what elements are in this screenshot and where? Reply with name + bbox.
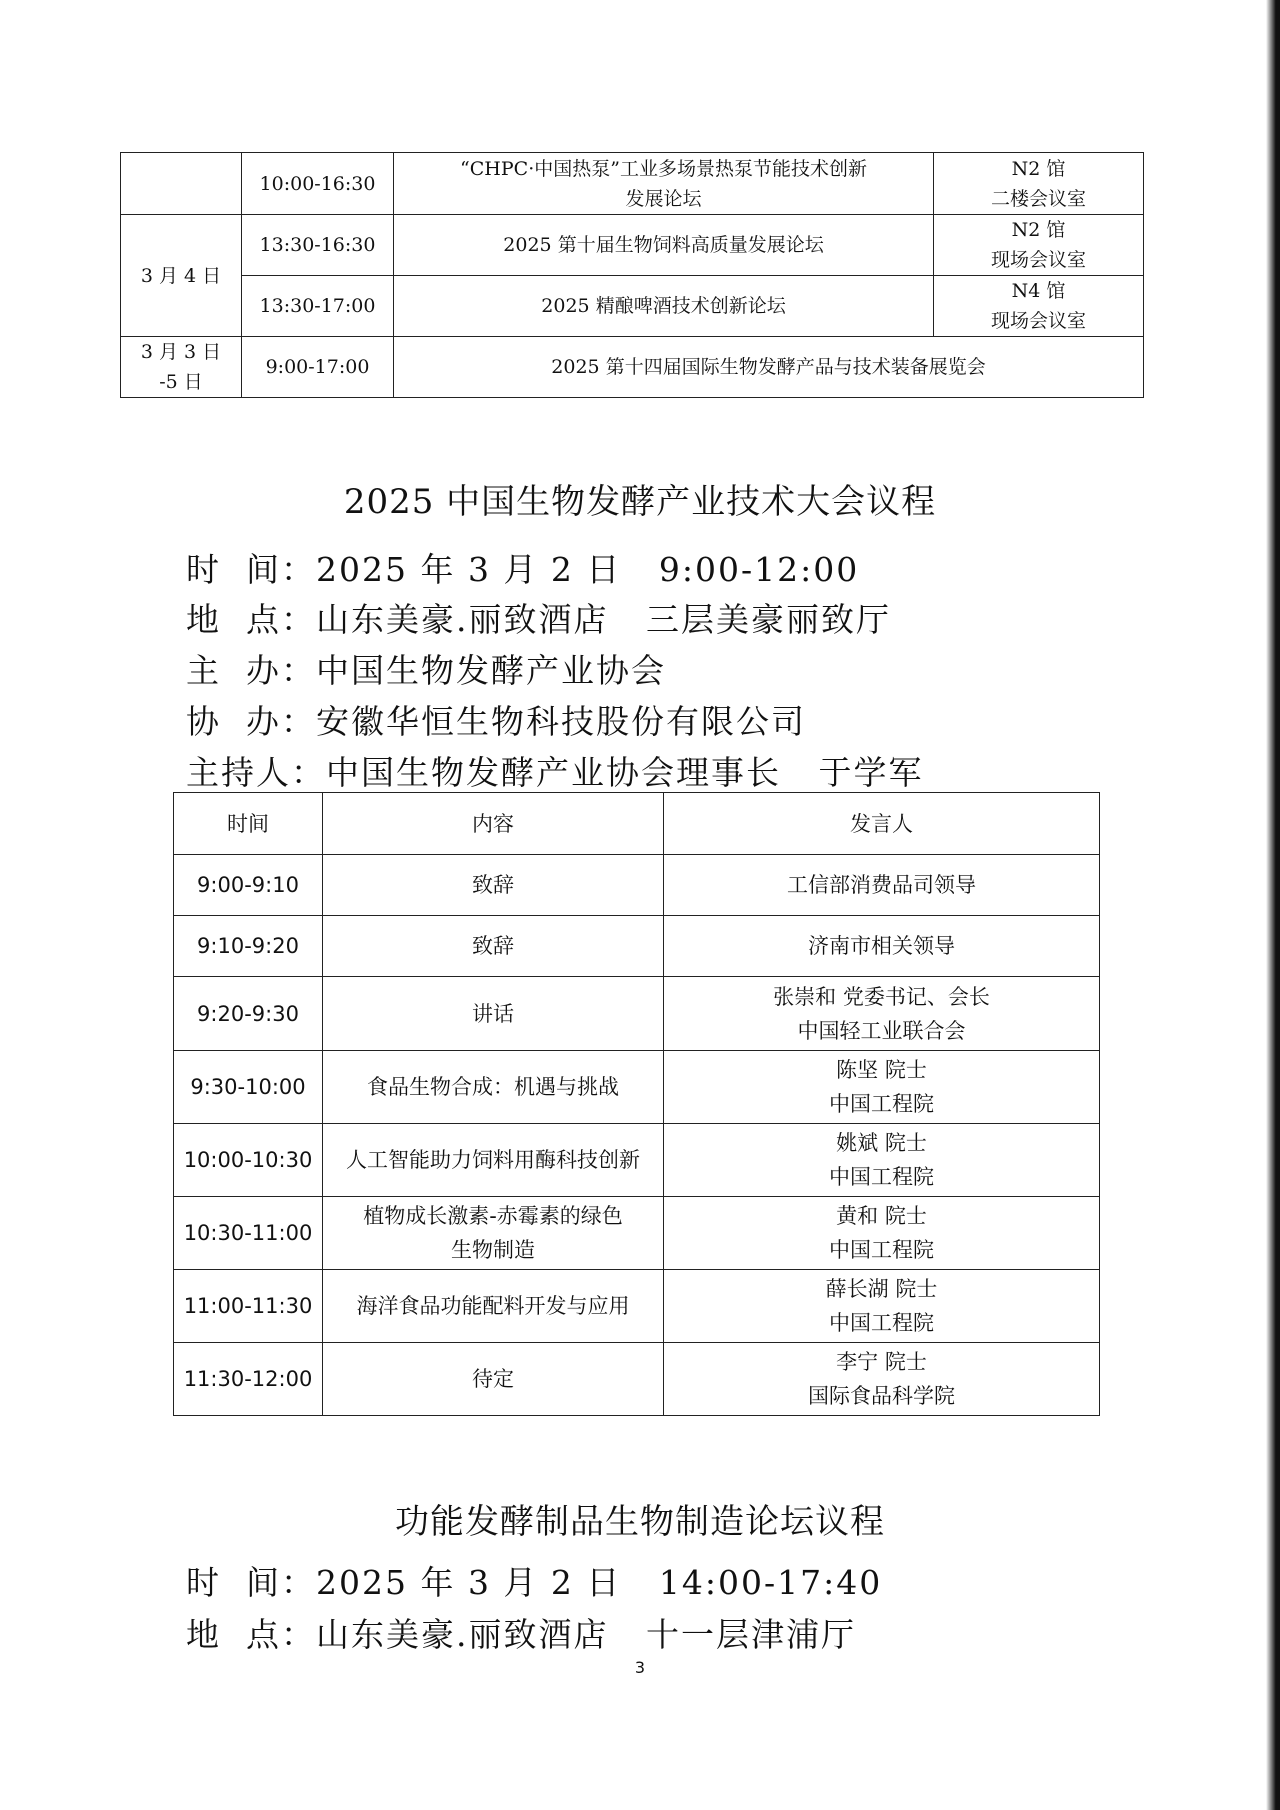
speaker-cell: 黄和 院士 中国工程院 (664, 1197, 1100, 1270)
table-row (121, 215, 1144, 276)
venue-cell: N4 馆 现场会议室 (934, 276, 1144, 337)
table-row (121, 276, 1144, 337)
time-cell: 13:30-17:00 (242, 276, 394, 337)
header-speaker: 发言人 (664, 793, 1100, 855)
event-cell: “CHPC·中国热泵”工业多场景热泵节能技术创新 发展论坛 (394, 153, 934, 215)
speaker-cell: 李宁 院士 国际食品科学院 (664, 1343, 1100, 1416)
content-cell: 海洋食品功能配料开发与应用 (323, 1270, 664, 1343)
content-cell: 待定 (323, 1343, 664, 1416)
conference-place: 地 点：山东美豪.丽致酒店 三层美豪丽致厅 (186, 600, 891, 639)
table-row (174, 1051, 1100, 1124)
speaker-cell: 工信部消费品司领导 (664, 855, 1100, 916)
table-row (121, 153, 1144, 215)
time-cell: 10:00-16:30 (242, 153, 394, 215)
conference-title: 2025 中国生物发酵产业技术大会议程 (343, 482, 937, 522)
table-row (174, 916, 1100, 977)
content-cell: 植物成长激素-赤霉素的绿色 生物制造 (323, 1197, 664, 1270)
page-number: 3 (634, 1658, 646, 1677)
conference-host: 主 办：中国生物发酵产业协会 (186, 651, 666, 690)
conference-moderator: 主持人：中国生物发酵产业协会理事长 于学军 (186, 753, 924, 792)
time-cell: 10:30-11:00 (174, 1197, 323, 1270)
speaker-cell: 陈坚 院士 中国工程院 (664, 1051, 1100, 1124)
date-cell: 3 月 4 日 (121, 215, 242, 337)
conference-time: 时 间：2025 年 3 月 2 日 9:00-12:00 (186, 550, 860, 589)
conference-cohost: 协 办：安徽华恒生物科技股份有限公司 (186, 702, 806, 741)
agenda-table (173, 792, 1100, 1416)
time-cell: 13:30-16:30 (242, 215, 394, 276)
table-header-row (174, 793, 1100, 855)
schedule-table (120, 152, 1144, 398)
time-cell: 11:00-11:30 (174, 1270, 323, 1343)
event-cell: 2025 第十届生物饲料高质量发展论坛 (394, 215, 934, 276)
event-cell: 2025 第十四届国际生物发酵产品与技术装备展览会 (394, 337, 1144, 398)
table-row (174, 1124, 1100, 1197)
forum-time: 时 间：2025 年 3 月 2 日 14:00-17:40 (186, 1563, 883, 1602)
time-cell: 9:00-9:10 (174, 855, 323, 916)
content-cell: 致辞 (323, 855, 664, 916)
venue-cell: N2 馆 现场会议室 (934, 215, 1144, 276)
time-cell: 9:30-10:00 (174, 1051, 323, 1124)
content-cell: 致辞 (323, 916, 664, 977)
date-cell: 3 月 3 日 -5 日 (121, 337, 242, 398)
table-row (174, 1270, 1100, 1343)
time-cell: 10:00-10:30 (174, 1124, 323, 1197)
scan-edge-shadow (1266, 0, 1280, 1810)
time-cell: 9:20-9:30 (174, 977, 323, 1051)
content-cell: 人工智能助力饲料用酶科技创新 (323, 1124, 664, 1197)
time-cell: 9:00-17:00 (242, 337, 394, 398)
table-row (174, 977, 1100, 1051)
table-row (174, 855, 1100, 916)
header-time: 时间 (174, 793, 323, 855)
speaker-cell: 张崇和 党委书记、会长 中国轻工业联合会 (664, 977, 1100, 1051)
venue-cell: N2 馆 二楼会议室 (934, 153, 1144, 215)
speaker-cell: 姚斌 院士 中国工程院 (664, 1124, 1100, 1197)
date-cell (121, 153, 242, 215)
forum-place: 地 点：山东美豪.丽致酒店 十一层津浦厅 (186, 1615, 856, 1654)
speaker-cell: 济南市相关领导 (664, 916, 1100, 977)
content-cell: 食品生物合成：机遇与挑战 (323, 1051, 664, 1124)
time-cell: 11:30-12:00 (174, 1343, 323, 1416)
table-row (174, 1197, 1100, 1270)
table-row (121, 337, 1144, 398)
table-row (174, 1343, 1100, 1416)
content-cell: 讲话 (323, 977, 664, 1051)
speaker-cell: 薛长湖 院士 中国工程院 (664, 1270, 1100, 1343)
time-cell: 9:10-9:20 (174, 916, 323, 977)
forum-title: 功能发酵制品生物制造论坛议程 (395, 1502, 885, 1542)
header-content: 内容 (323, 793, 664, 855)
event-cell: 2025 精酿啤酒技术创新论坛 (394, 276, 934, 337)
